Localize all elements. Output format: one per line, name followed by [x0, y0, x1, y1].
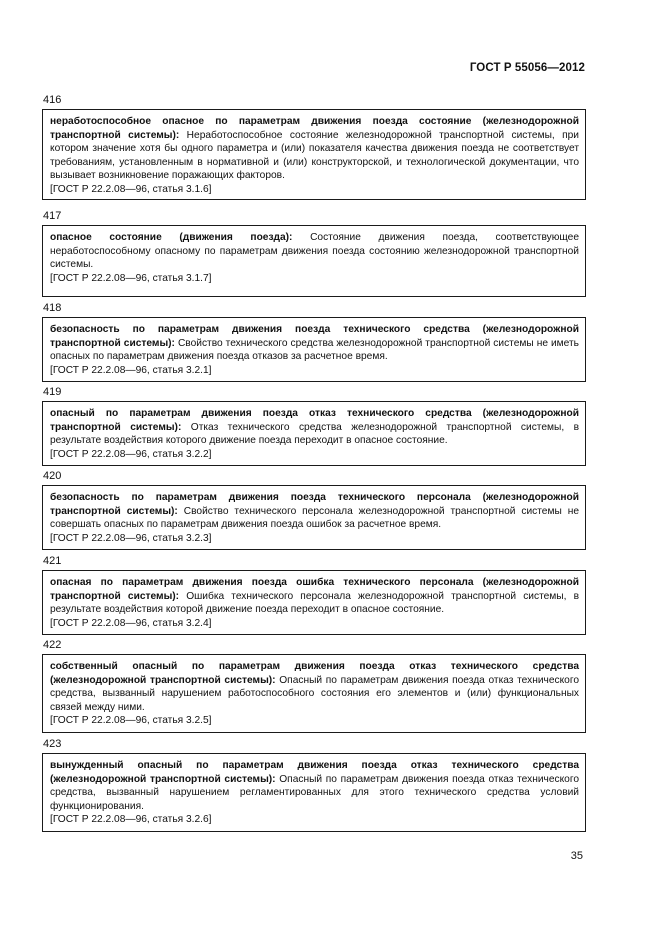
term-entry — [42, 738, 586, 832]
term-box — [42, 401, 586, 466]
document-code: ГОСТ Р 55056—2012 — [469, 62, 585, 74]
term-definition: Свойство технического средства железнодорожной транспортной системы не иметь опасных по параметрам движения поезда отказов за расчетное время. — [50, 337, 579, 363]
term-source: [ГОСТ Р 22.2.08—96, статья 3.2.2] — [50, 448, 212, 460]
term-title: неработоспособное опасное по параметрам движения поезда состояние (железнодорожной транспортной системы): — [50, 116, 579, 141]
term-box — [42, 109, 586, 200]
term-source: [ГОСТ Р 22.2.08—96, статья 3.2.5] — [50, 715, 212, 727]
term-source: [ГОСТ Р 22.2.08—96, статья 3.2.1] — [50, 364, 212, 376]
term-source: [ГОСТ Р 22.2.08—96, статья 3.1.6] — [50, 183, 212, 195]
term-definition: Опасный по параметрам движения поезда отказ технического средства, вызванный нарушением регламентированных для этого технического средства условий функционирования. — [50, 773, 579, 812]
term-box — [42, 570, 586, 635]
term-definition: Ошибка технического персонала железнодорожной транспортной системы, в результате воздействия которой движение поезда переходит в опасное состояние. — [50, 590, 579, 616]
term-entry — [42, 94, 586, 200]
term-title: опасный по параметрам движения поезда отказ технического средства (железнодорожной транспортной системы): — [50, 408, 579, 433]
term-definition: Состояние движения поезда, соответствующее неработоспособному опасному по параметрам движения поезда состоянию железнодорожной транспортной системы. — [50, 232, 579, 271]
term-source: [ГОСТ Р 22.2.08—96, статья 3.2.3] — [50, 532, 212, 544]
term-source: [ГОСТ Р 22.2.08—96, статья 3.2.6] — [50, 814, 212, 826]
term-box — [42, 654, 586, 733]
term-title: опасное состояние (движения поезда): — [50, 232, 293, 243]
term-number: 419 — [43, 386, 62, 398]
term-number: 417 — [43, 210, 62, 222]
term-definition: Свойство технического персонала железнодорожной транспортной системы не совершать опасных по параметрам движения поезда ошибок за расчетное время. — [50, 505, 579, 531]
term-number: 423 — [43, 738, 62, 750]
page-number: 35 — [570, 850, 583, 862]
term-entry — [42, 639, 586, 733]
term-source: [ГОСТ Р 22.2.08—96, статья 3.2.4] — [50, 617, 212, 629]
term-number: 421 — [43, 555, 62, 567]
term-definition: Неработоспособное состояние железнодорожной транспортной системы, при котором значение хотя бы одного параметра и (или) показателя качества движения поезда не соответствует требованиям, установленным в нормативной и (или) конструкторской, и технологической документации, что вызывает возникновение поражающих факторов. — [50, 129, 579, 182]
term-title: опасная по параметрам движения поезда ошибка технического персонала (железнодорожной транспортной системы): — [50, 577, 579, 602]
term-source: [ГОСТ Р 22.2.08—96, статья 3.1.7] — [50, 272, 212, 284]
term-title: вынужденный опасный по параметрам движения поезда отказ технического средства (железнодорожной транспортной системы): — [50, 760, 579, 785]
term-title: безопасность по параметрам движения поезда технического персонала (железнодорожной транспортной системы): — [50, 492, 579, 517]
term-number: 416 — [43, 94, 62, 106]
term-title: собственный опасный по параметрам движения поезда отказ технического средства (железнодорожной транспортной системы): — [50, 661, 579, 686]
term-entry — [42, 302, 586, 382]
term-entry — [42, 210, 586, 297]
term-definition: Отказ технического средства железнодорожной транспортной системы, в результате воздействия которого движение поезда переходит в опасное состояние. — [50, 421, 579, 447]
term-title: безопасность по параметрам движения поезда технического средства (железнодорожной транспортной системы): — [50, 324, 579, 349]
term-box — [42, 225, 586, 297]
term-number: 418 — [43, 302, 62, 314]
term-entry — [42, 555, 586, 635]
term-number: 422 — [43, 639, 62, 651]
term-number: 420 — [43, 470, 62, 482]
term-box — [42, 317, 586, 382]
term-entry — [42, 470, 586, 550]
term-box — [42, 753, 586, 832]
term-definition: Опасный по параметрам движения поезда отказ технического средства, вызванный нарушением работоспособного состояния его элементов и (или) функциональных связей между ними. — [50, 674, 579, 713]
term-box — [42, 485, 586, 550]
term-entry — [42, 386, 586, 466]
